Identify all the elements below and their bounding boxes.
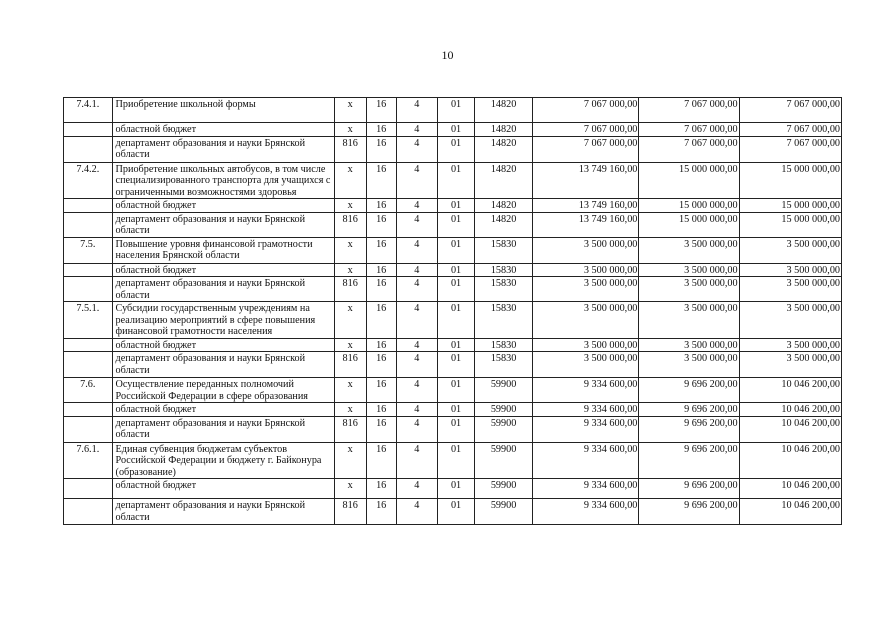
row-name-cell: департамент образования и науки Брянской области xyxy=(112,352,334,378)
row-name-cell: областной бюджет xyxy=(112,263,334,277)
section-code-cell: 01 xyxy=(437,123,474,137)
subprogram-code-cell: 4 xyxy=(396,237,437,263)
admin-code-cell: 816 xyxy=(334,212,366,237)
target-code-cell: 15830 xyxy=(475,263,533,277)
row-number-cell xyxy=(64,263,113,277)
amount-year2-cell: 7 067 000,00 xyxy=(639,123,739,137)
row-number-cell xyxy=(64,136,113,162)
target-code-cell: 14820 xyxy=(475,212,533,237)
table-row xyxy=(64,302,842,339)
row-name-cell: департамент образования и науки Брянской области xyxy=(112,212,334,237)
budget-table xyxy=(63,97,842,525)
table-row xyxy=(64,378,842,403)
admin-code-cell: х xyxy=(334,378,366,403)
amount-year3-cell: 15 000 000,00 xyxy=(739,199,841,213)
section-code-cell: 01 xyxy=(437,162,474,199)
row-name-cell: департамент образования и науки Брянской области xyxy=(112,499,334,525)
amount-year3-cell: 10 046 200,00 xyxy=(739,479,841,499)
row-number-cell xyxy=(64,416,113,442)
subprogram-code-cell: 4 xyxy=(396,98,437,123)
program-code-cell: 16 xyxy=(366,499,396,525)
table-row xyxy=(64,162,842,199)
program-code-cell: 16 xyxy=(366,98,396,123)
table-row xyxy=(64,277,842,302)
row-name-cell: областной бюджет xyxy=(112,199,334,213)
program-code-cell: 16 xyxy=(366,263,396,277)
table-row xyxy=(64,212,842,237)
admin-code-cell: х xyxy=(334,123,366,137)
program-code-cell: 16 xyxy=(366,442,396,479)
amount-year1-cell: 3 500 000,00 xyxy=(532,277,638,302)
admin-code-cell: х xyxy=(334,479,366,499)
target-code-cell: 59900 xyxy=(475,416,533,442)
amount-year1-cell: 7 067 000,00 xyxy=(532,136,638,162)
admin-code-cell: 816 xyxy=(334,416,366,442)
amount-year3-cell: 10 046 200,00 xyxy=(739,378,841,403)
amount-year2-cell: 9 696 200,00 xyxy=(639,479,739,499)
amount-year2-cell: 7 067 000,00 xyxy=(639,136,739,162)
amount-year1-cell: 13 749 160,00 xyxy=(532,162,638,199)
amount-year3-cell: 7 067 000,00 xyxy=(739,136,841,162)
subprogram-code-cell: 4 xyxy=(396,263,437,277)
amount-year1-cell: 3 500 000,00 xyxy=(532,302,638,339)
target-code-cell: 15830 xyxy=(475,277,533,302)
target-code-cell: 15830 xyxy=(475,302,533,339)
row-name-cell: Субсидии государственным учреждениям на реализацию мероприятий в сфере повышения финансовой грамотности населения xyxy=(112,302,334,339)
target-code-cell: 14820 xyxy=(475,162,533,199)
amount-year2-cell: 9 696 200,00 xyxy=(639,403,739,417)
row-number-cell xyxy=(64,123,113,137)
row-number-cell xyxy=(64,403,113,417)
target-code-cell: 14820 xyxy=(475,199,533,213)
amount-year2-cell: 3 500 000,00 xyxy=(639,263,739,277)
subprogram-code-cell: 4 xyxy=(396,162,437,199)
subprogram-code-cell: 4 xyxy=(396,403,437,417)
subprogram-code-cell: 4 xyxy=(396,123,437,137)
admin-code-cell: х xyxy=(334,403,366,417)
target-code-cell: 59900 xyxy=(475,378,533,403)
admin-code-cell: х xyxy=(334,338,366,352)
amount-year2-cell: 3 500 000,00 xyxy=(639,237,739,263)
program-code-cell: 16 xyxy=(366,479,396,499)
row-number-cell xyxy=(64,352,113,378)
row-number-cell: 7.6. xyxy=(64,378,113,403)
program-code-cell: 16 xyxy=(366,199,396,213)
section-code-cell: 01 xyxy=(437,237,474,263)
amount-year3-cell: 15 000 000,00 xyxy=(739,212,841,237)
amount-year2-cell: 7 067 000,00 xyxy=(639,98,739,123)
table-row xyxy=(64,98,842,123)
amount-year3-cell: 10 046 200,00 xyxy=(739,442,841,479)
amount-year2-cell: 3 500 000,00 xyxy=(639,352,739,378)
row-number-cell xyxy=(64,499,113,525)
target-code-cell: 15830 xyxy=(475,338,533,352)
row-number-cell: 7.5.1. xyxy=(64,302,113,339)
table-row xyxy=(64,136,842,162)
target-code-cell: 59900 xyxy=(475,403,533,417)
section-code-cell: 01 xyxy=(437,199,474,213)
amount-year3-cell: 10 046 200,00 xyxy=(739,416,841,442)
amount-year3-cell: 10 046 200,00 xyxy=(739,403,841,417)
subprogram-code-cell: 4 xyxy=(396,479,437,499)
amount-year2-cell: 9 696 200,00 xyxy=(639,499,739,525)
admin-code-cell: 816 xyxy=(334,136,366,162)
target-code-cell: 15830 xyxy=(475,237,533,263)
program-code-cell: 16 xyxy=(366,378,396,403)
amount-year3-cell: 10 046 200,00 xyxy=(739,499,841,525)
admin-code-cell: х xyxy=(334,162,366,199)
program-code-cell: 16 xyxy=(366,212,396,237)
table-row xyxy=(64,416,842,442)
amount-year1-cell: 9 334 600,00 xyxy=(532,416,638,442)
target-code-cell: 14820 xyxy=(475,123,533,137)
admin-code-cell: х xyxy=(334,302,366,339)
row-number-cell xyxy=(64,479,113,499)
row-name-cell: областной бюджет xyxy=(112,479,334,499)
program-code-cell: 16 xyxy=(366,277,396,302)
row-name-cell: департамент образования и науки Брянской области xyxy=(112,277,334,302)
section-code-cell: 01 xyxy=(437,499,474,525)
table-row xyxy=(64,338,842,352)
row-name-cell: Единая субвенция бюджетам субъектов Российской Федерации и бюджету г. Байконура (образование) xyxy=(112,442,334,479)
amount-year2-cell: 9 696 200,00 xyxy=(639,378,739,403)
row-number-cell xyxy=(64,212,113,237)
amount-year1-cell: 7 067 000,00 xyxy=(532,123,638,137)
section-code-cell: 01 xyxy=(437,338,474,352)
amount-year1-cell: 13 749 160,00 xyxy=(532,212,638,237)
table-row xyxy=(64,263,842,277)
subprogram-code-cell: 4 xyxy=(396,442,437,479)
admin-code-cell: х xyxy=(334,98,366,123)
amount-year2-cell: 3 500 000,00 xyxy=(639,302,739,339)
amount-year1-cell: 3 500 000,00 xyxy=(532,352,638,378)
admin-code-cell: 816 xyxy=(334,499,366,525)
table-row xyxy=(64,123,842,137)
amount-year3-cell: 3 500 000,00 xyxy=(739,277,841,302)
row-name-cell: департамент образования и науки Брянской области xyxy=(112,416,334,442)
subprogram-code-cell: 4 xyxy=(396,277,437,302)
table-row xyxy=(64,479,842,499)
target-code-cell: 15830 xyxy=(475,352,533,378)
amount-year3-cell: 7 067 000,00 xyxy=(739,98,841,123)
row-name-cell: Приобретение школьной формы xyxy=(112,98,334,123)
row-number-cell: 7.5. xyxy=(64,237,113,263)
program-code-cell: 16 xyxy=(366,352,396,378)
amount-year1-cell: 9 334 600,00 xyxy=(532,403,638,417)
subprogram-code-cell: 4 xyxy=(396,136,437,162)
table-row xyxy=(64,403,842,417)
section-code-cell: 01 xyxy=(437,212,474,237)
amount-year1-cell: 9 334 600,00 xyxy=(532,378,638,403)
admin-code-cell: х xyxy=(334,263,366,277)
admin-code-cell: 816 xyxy=(334,352,366,378)
row-number-cell: 7.4.2. xyxy=(64,162,113,199)
program-code-cell: 16 xyxy=(366,403,396,417)
target-code-cell: 14820 xyxy=(475,98,533,123)
amount-year3-cell: 3 500 000,00 xyxy=(739,237,841,263)
amount-year2-cell: 3 500 000,00 xyxy=(639,338,739,352)
section-code-cell: 01 xyxy=(437,403,474,417)
amount-year2-cell: 15 000 000,00 xyxy=(639,199,739,213)
amount-year2-cell: 9 696 200,00 xyxy=(639,416,739,442)
section-code-cell: 01 xyxy=(437,442,474,479)
amount-year2-cell: 15 000 000,00 xyxy=(639,162,739,199)
subprogram-code-cell: 4 xyxy=(396,499,437,525)
row-name-cell: Приобретение школьных автобусов, в том числе специализированного транспорта для учащихся с ограниченными возможностями здоровья xyxy=(112,162,334,199)
amount-year1-cell: 9 334 600,00 xyxy=(532,442,638,479)
table-row xyxy=(64,237,842,263)
program-code-cell: 16 xyxy=(366,416,396,442)
section-code-cell: 01 xyxy=(437,302,474,339)
subprogram-code-cell: 4 xyxy=(396,212,437,237)
section-code-cell: 01 xyxy=(437,352,474,378)
program-code-cell: 16 xyxy=(366,237,396,263)
amount-year1-cell: 9 334 600,00 xyxy=(532,499,638,525)
section-code-cell: 01 xyxy=(437,378,474,403)
target-code-cell: 59900 xyxy=(475,442,533,479)
amount-year1-cell: 13 749 160,00 xyxy=(532,199,638,213)
amount-year2-cell: 15 000 000,00 xyxy=(639,212,739,237)
row-number-cell: 7.4.1. xyxy=(64,98,113,123)
program-code-cell: 16 xyxy=(366,302,396,339)
section-code-cell: 01 xyxy=(437,277,474,302)
subprogram-code-cell: 4 xyxy=(396,416,437,442)
admin-code-cell: 816 xyxy=(334,277,366,302)
row-number-cell: 7.6.1. xyxy=(64,442,113,479)
program-code-cell: 16 xyxy=(366,136,396,162)
amount-year2-cell: 9 696 200,00 xyxy=(639,442,739,479)
table-row xyxy=(64,199,842,213)
subprogram-code-cell: 4 xyxy=(396,352,437,378)
table-body xyxy=(64,98,842,525)
amount-year3-cell: 3 500 000,00 xyxy=(739,302,841,339)
section-code-cell: 01 xyxy=(437,263,474,277)
amount-year1-cell: 3 500 000,00 xyxy=(532,263,638,277)
amount-year1-cell: 3 500 000,00 xyxy=(532,338,638,352)
row-name-cell: Повышение уровня финансовой грамотности населения Брянской области xyxy=(112,237,334,263)
section-code-cell: 01 xyxy=(437,98,474,123)
admin-code-cell: х xyxy=(334,199,366,213)
row-name-cell: областной бюджет xyxy=(112,338,334,352)
admin-code-cell: х xyxy=(334,442,366,479)
subprogram-code-cell: 4 xyxy=(396,378,437,403)
amount-year3-cell: 7 067 000,00 xyxy=(739,123,841,137)
row-name-cell: областной бюджет xyxy=(112,123,334,137)
subprogram-code-cell: 4 xyxy=(396,302,437,339)
table-row xyxy=(64,499,842,525)
amount-year3-cell: 3 500 000,00 xyxy=(739,352,841,378)
row-number-cell xyxy=(64,338,113,352)
row-number-cell xyxy=(64,277,113,302)
row-name-cell: областной бюджет xyxy=(112,403,334,417)
amount-year3-cell: 3 500 000,00 xyxy=(739,263,841,277)
target-code-cell: 59900 xyxy=(475,479,533,499)
row-name-cell: департамент образования и науки Брянской области xyxy=(112,136,334,162)
amount-year1-cell: 3 500 000,00 xyxy=(532,237,638,263)
target-code-cell: 59900 xyxy=(475,499,533,525)
target-code-cell: 14820 xyxy=(475,136,533,162)
program-code-cell: 16 xyxy=(366,338,396,352)
program-code-cell: 16 xyxy=(366,123,396,137)
amount-year1-cell: 7 067 000,00 xyxy=(532,98,638,123)
subprogram-code-cell: 4 xyxy=(396,199,437,213)
section-code-cell: 01 xyxy=(437,136,474,162)
program-code-cell: 16 xyxy=(366,162,396,199)
subprogram-code-cell: 4 xyxy=(396,338,437,352)
row-name-cell: Осуществление переданных полномочий Российской Федерации в сфере образования xyxy=(112,378,334,403)
amount-year2-cell: 3 500 000,00 xyxy=(639,277,739,302)
page-number: 10 xyxy=(441,48,454,62)
admin-code-cell: х xyxy=(334,237,366,263)
table-row xyxy=(64,352,842,378)
row-number-cell xyxy=(64,199,113,213)
section-code-cell: 01 xyxy=(437,416,474,442)
table-row xyxy=(64,442,842,479)
amount-year3-cell: 15 000 000,00 xyxy=(739,162,841,199)
amount-year1-cell: 9 334 600,00 xyxy=(532,479,638,499)
amount-year3-cell: 3 500 000,00 xyxy=(739,338,841,352)
section-code-cell: 01 xyxy=(437,479,474,499)
